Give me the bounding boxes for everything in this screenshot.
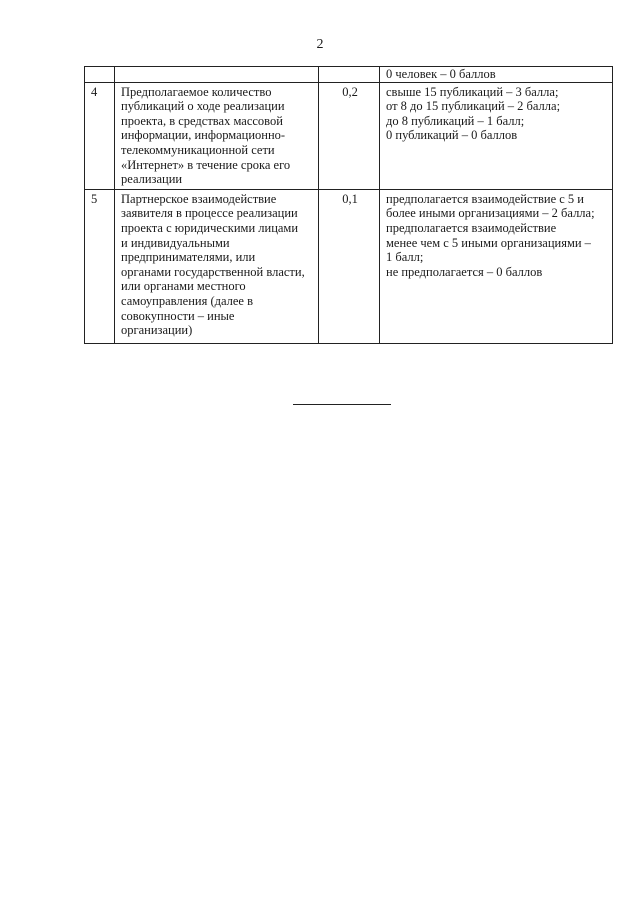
criterion-line: и индивидуальными	[121, 235, 230, 250]
criterion-line: проекта, в средствах массовой	[121, 113, 283, 128]
end-of-document-rule	[293, 404, 391, 405]
scoring-line: предполагается взаимодействие	[386, 220, 557, 235]
table-row	[85, 189, 613, 343]
criterion-line: информации, информационно-	[121, 128, 286, 143]
cell-criterion	[115, 82, 319, 189]
criterion-line: Партнерское взаимодействие	[121, 191, 277, 206]
cell-scoring	[380, 67, 613, 83]
cell-scoring	[380, 189, 613, 343]
criterion-line: «Интернет» в течение срока его	[121, 157, 291, 172]
cell-number	[85, 67, 115, 83]
scoring-line: свыше 15 публикаций – 3 балла;	[386, 84, 559, 99]
criterion-line: телекоммуникационной сети	[121, 142, 275, 157]
scoring-line: не предполагается – 0 баллов	[386, 264, 543, 279]
table-row-continuation	[85, 67, 613, 83]
cell-weight: 0,1	[319, 189, 380, 343]
scoring-line: до 8 публикаций – 1 балл;	[386, 113, 525, 128]
criterion-line: органами государственной власти,	[121, 264, 305, 279]
cell-number: 5	[85, 189, 115, 343]
criterion-line: проекта с юридическими лицами	[121, 220, 299, 235]
cell-weight: 0,2	[319, 82, 380, 189]
criterion-line: или органами местного	[121, 279, 246, 294]
page-number: 2	[316, 37, 324, 52]
cell-number: 4	[85, 82, 115, 189]
cell-criterion	[115, 189, 319, 343]
criterion-line: Предполагаемое количество	[121, 84, 272, 99]
cell-criterion	[115, 67, 319, 83]
scoring-line: 1 балл;	[386, 250, 424, 265]
criterion-line: реализации	[121, 172, 183, 187]
criterion-line: предпринимателями, или	[121, 250, 256, 265]
criterion-line: публикаций о ходе реализации	[121, 99, 285, 114]
table-row	[85, 82, 613, 189]
scoring-line: предполагается взаимодействие с 5 и	[386, 191, 584, 206]
scoring-line: от 8 до 15 публикаций – 2 балла;	[386, 99, 561, 114]
scoring-line: более иными организациями – 2 балла;	[386, 206, 595, 221]
criterion-line: организации)	[121, 323, 193, 338]
cell-scoring	[380, 82, 613, 189]
criterion-line: самоуправления (далее в	[121, 293, 253, 308]
evaluation-criteria-table	[84, 66, 613, 344]
scoring-line: менее чем с 5 иными организациями –	[386, 235, 591, 250]
criterion-line: совокупности – иные	[121, 308, 235, 323]
scoring-line: 0 человек – 0 баллов	[386, 67, 496, 81]
criterion-line: заявителя в процессе реализации	[121, 206, 298, 221]
cell-weight	[319, 67, 380, 83]
scoring-line: 0 публикаций – 0 баллов	[386, 128, 518, 143]
